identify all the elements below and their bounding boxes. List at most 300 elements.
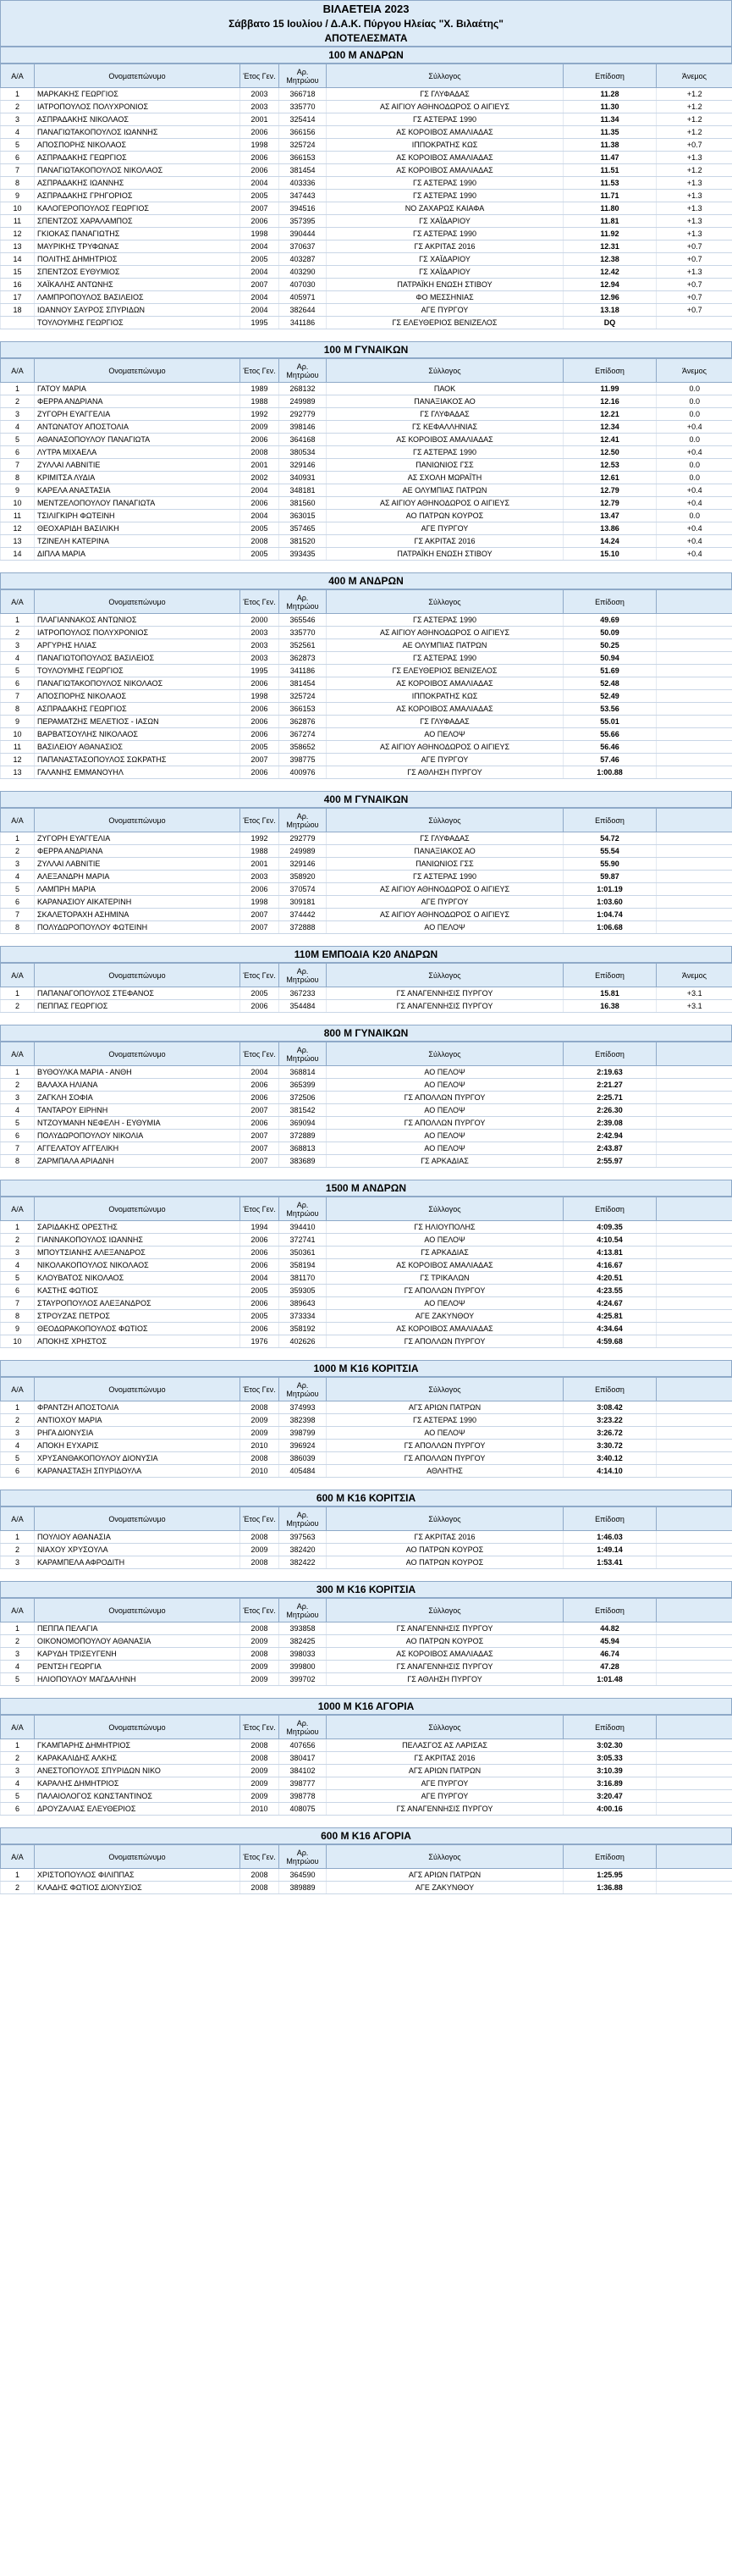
cell-name: ΠΑΠΑΝΑΓΟΠΟΥΛΟΣ ΣΤΕΦΑΝΟΣ — [35, 987, 240, 1000]
cell-year: 2009 — [240, 1765, 279, 1777]
cell-name: ΛΑΜΠΡΗ ΜΑΡΙΑ — [35, 883, 240, 896]
table-row — [1, 716, 732, 728]
event-title: 100 Μ ΑΝΔΡΩΝ — [0, 47, 732, 64]
cell-name: ΑΠΟΣΠΟΡΗΣ ΝΙΚΟΛΑΟΣ — [35, 139, 240, 152]
cell-perf: 56.46 — [564, 741, 657, 754]
table-header-row — [1, 964, 732, 987]
column-header-year: Έτος Γεν. — [240, 1507, 279, 1531]
cell-year: 2009 — [240, 1777, 279, 1790]
cell-name: ΖΥΛΛΑΙ ΛΑΒΝΙΤΙΕ — [35, 858, 240, 871]
column-header-wind — [657, 1845, 732, 1869]
cell-name: ΑΠΟΚΗ ΕΥΧΑΡΙΣ — [35, 1440, 240, 1452]
cell-club: ΓΣ ΑΝΑΓΕΝΝΗΣΙΣ ΠΥΡΓΟΥ — [327, 1661, 564, 1673]
cell-club: ΓΣ ΑΚΡΙΤΑΣ 2016 — [327, 240, 564, 253]
cell-club: ΓΣ ΑΡΚΑΔΙΑΣ — [327, 1247, 564, 1259]
cell-perf: 4:16.67 — [564, 1259, 657, 1272]
cell-club: ΠΑΝΙΩΝΙΟΣ ΓΣΣ — [327, 858, 564, 871]
cell-name: ΙΑΤΡΟΠΟΥΛΟΣ ΠΟΛΥΧΡΟΝΙΟΣ — [35, 101, 240, 113]
event-title: 600 Μ Κ16 ΑΓΟΡΙΑ — [0, 1827, 732, 1844]
cell-perf: 1:03.60 — [564, 896, 657, 909]
cell-aa: 2 — [1, 395, 35, 408]
cell-wind: +0.7 — [657, 291, 732, 304]
table-row — [1, 126, 732, 139]
cell-perf: 11.28 — [564, 88, 657, 101]
cell-name: ΚΑΡΑΚΑΛΙΔΗΣ ΑΛΚΗΣ — [35, 1752, 240, 1765]
cell-club: ΓΣ ΧΑΪΔΑΡΙΟΥ — [327, 215, 564, 228]
cell-club: ΑΟ ΠΕΛΟΨ — [327, 1130, 564, 1142]
table-row — [1, 446, 732, 459]
column-header-wind — [657, 1716, 732, 1739]
cell-wind: +0.4 — [657, 535, 732, 548]
cell-aa: 1 — [1, 987, 35, 1000]
cell-aa: 3 — [1, 858, 35, 871]
cell-perf: 16.38 — [564, 1000, 657, 1013]
cell-club: ΑΟ ΠΕΛΟΨ — [327, 1079, 564, 1092]
cell-name: ΠΟΛΥΔΩΡΟΠΟΥΛΟΥ ΝΙΚΟΛΙΑ — [35, 1130, 240, 1142]
cell-perf: 12.96 — [564, 291, 657, 304]
table-row — [1, 1544, 732, 1556]
cell-name: ΠΑΠΑΝΑΣΤΑΣΟΠΟΥΛΟΣ ΣΩΚΡΑΤΗΣ — [35, 754, 240, 766]
column-header-perf: Επίδοση — [564, 1197, 657, 1221]
column-header-aa: Α/Α — [1, 1042, 35, 1066]
table-row — [1, 1622, 732, 1635]
cell-club: ΓΣ ΑΝΑΓΕΝΝΗΣΙΣ ΠΥΡΓΟΥ — [327, 987, 564, 1000]
cell-perf: 52.48 — [564, 677, 657, 690]
cell-club: ΑΣ ΚΟΡΟΙΒΟΣ ΑΜΑΛΙΑΔΑΣ — [327, 434, 564, 446]
cell-perf: 3:10.39 — [564, 1765, 657, 1777]
table-row — [1, 1635, 732, 1648]
cell-aa: 9 — [1, 1323, 35, 1335]
cell-club: ΑΣ ΑΙΓΙΟΥ ΑΘΗΝΟΔΩΡΟΣ Ο ΑΙΓΙΕΥΣ — [327, 101, 564, 113]
cell-wind — [657, 1661, 732, 1673]
cell-club: ΓΣ ΑΝΑΓΕΝΝΗΣΙΣ ΠΥΡΓΟΥ — [327, 1622, 564, 1635]
cell-club: ΓΣ ΑΣΤΕΡΑΣ 1990 — [327, 871, 564, 883]
table-row — [1, 497, 732, 510]
cell-reg: 352561 — [279, 639, 327, 652]
cell-wind: 0.0 — [657, 510, 732, 522]
cell-reg: 374442 — [279, 909, 327, 921]
table-row — [1, 459, 732, 472]
cell-year: 2004 — [240, 484, 279, 497]
cell-name: ΚΑΡΑΝΑΣΙΟΥ ΑΙΚΑΤΕΡΙΝΗ — [35, 896, 240, 909]
column-header-perf: Επίδοση — [564, 64, 657, 88]
cell-wind — [657, 1765, 732, 1777]
column-header-aa: Α/Α — [1, 1507, 35, 1531]
cell-name: ΑΝΕΣΤΟΠΟΥΛΟΣ ΣΠΥΡΙΔΩΝ ΝΙΚΟ — [35, 1765, 240, 1777]
cell-club: ΓΣ ΑΘΛΗΣΗ ΠΥΡΓΟΥ — [327, 766, 564, 779]
cell-aa: 6 — [1, 1285, 35, 1297]
cell-wind: +0.7 — [657, 253, 732, 266]
cell-perf: 4:10.54 — [564, 1234, 657, 1247]
cell-aa: 3 — [1, 1092, 35, 1104]
cell-year: 2007 — [240, 909, 279, 921]
cell-year: 2006 — [240, 1079, 279, 1092]
cell-wind: +1.3 — [657, 152, 732, 164]
cell-club: ΠΑΟΚ — [327, 383, 564, 395]
cell-aa: 4 — [1, 652, 35, 665]
cell-reg: 366156 — [279, 126, 327, 139]
cell-perf: 4:13.81 — [564, 1247, 657, 1259]
cell-perf: 4:34.64 — [564, 1323, 657, 1335]
column-header-perf: Επίδοση — [564, 964, 657, 987]
cell-club: ΑΟ ΠΑΤΡΩΝ ΚΟΥΡΟΣ — [327, 510, 564, 522]
cell-perf: 3:05.33 — [564, 1752, 657, 1765]
event-section — [0, 946, 732, 1013]
column-header-reg: Αρ. Μητρώου — [279, 359, 327, 383]
cell-reg: 398778 — [279, 1790, 327, 1803]
event-title: 400 Μ ΑΝΔΡΩΝ — [0, 572, 732, 589]
cell-reg: 357465 — [279, 522, 327, 535]
cell-name: ΠΑΝΑΓΙΩΤΟΠΟΥΛΟΣ ΒΑΣΙΛΕΙΟΣ — [35, 652, 240, 665]
cell-wind — [657, 728, 732, 741]
cell-year: 1989 — [240, 383, 279, 395]
cell-aa: 10 — [1, 202, 35, 215]
cell-year: 2003 — [240, 88, 279, 101]
table-row — [1, 1285, 732, 1297]
cell-aa: 1 — [1, 1622, 35, 1635]
cell-reg: 365399 — [279, 1079, 327, 1092]
cell-name: ΒΑΡΒΑΤΣΟΥΛΗΣ ΝΙΚΟΛΑΟΣ — [35, 728, 240, 741]
cell-name: ΚΑΡΥΔΗ ΤΡΙΣΕΥΓΕΝΗ — [35, 1648, 240, 1661]
table-header-row — [1, 359, 732, 383]
cell-perf: 45.94 — [564, 1635, 657, 1648]
cell-club: ΑΟ ΠΕΛΟΨ — [327, 1104, 564, 1117]
table-row — [1, 408, 732, 421]
cell-reg: 365546 — [279, 614, 327, 627]
cell-reg: 381170 — [279, 1272, 327, 1285]
event-title: 1500 Μ ΑΝΔΡΩΝ — [0, 1180, 732, 1197]
cell-perf: 1:46.03 — [564, 1531, 657, 1544]
cell-wind: +0.7 — [657, 240, 732, 253]
cell-name: ΠΑΝΑΓΙΩΤΑΚΟΠΟΥΛΟΣ ΝΙΚΟΛΑΟΣ — [35, 677, 240, 690]
cell-reg: 408075 — [279, 1803, 327, 1816]
cell-year: 2006 — [240, 434, 279, 446]
cell-perf: 12.53 — [564, 459, 657, 472]
cell-reg: 249989 — [279, 395, 327, 408]
column-header-name: Ονοματεπώνυμο — [35, 1599, 240, 1622]
column-header-aa: Α/Α — [1, 1845, 35, 1869]
results-table — [0, 64, 732, 329]
cell-aa: 4 — [1, 1661, 35, 1673]
cell-perf: 12.41 — [564, 434, 657, 446]
cell-year: 2007 — [240, 1142, 279, 1155]
cell-year: 2008 — [240, 1869, 279, 1882]
cell-reg: 382422 — [279, 1556, 327, 1569]
table-row — [1, 690, 732, 703]
cell-club: ΠΑΤΡΑΪΚΗ ΕΝΩΣΗ ΣΤΙΒΟΥ — [327, 548, 564, 561]
cell-year: 2005 — [240, 741, 279, 754]
cell-aa: 4 — [1, 1259, 35, 1272]
event-section — [0, 1827, 732, 1894]
table-row — [1, 1272, 732, 1285]
cell-reg: 403287 — [279, 253, 327, 266]
cell-club: ΑΓΕ ΠΥΡΓΟΥ — [327, 304, 564, 317]
cell-aa: 1 — [1, 1401, 35, 1414]
cell-club: ΓΣ ΑΝΑΓΕΝΝΗΣΙΣ ΠΥΡΓΟΥ — [327, 1803, 564, 1816]
cell-perf: 53.56 — [564, 703, 657, 716]
cell-name: ΧΑΪΚΑΛΗΣ ΑΝΤΩΝΗΣ — [35, 279, 240, 291]
cell-name: ΖΑΓΚΛΗ ΣΟΦΙΑ — [35, 1092, 240, 1104]
results-table — [0, 1844, 732, 1894]
cell-reg: 398775 — [279, 754, 327, 766]
table-row — [1, 1661, 732, 1673]
cell-reg: 292779 — [279, 408, 327, 421]
cell-perf: 13.47 — [564, 510, 657, 522]
cell-year: 2004 — [240, 291, 279, 304]
cell-reg: 325414 — [279, 113, 327, 126]
cell-reg: 358920 — [279, 871, 327, 883]
cell-club: ΓΣ ΧΑΪΔΑΡΙΟΥ — [327, 253, 564, 266]
cell-year: 2008 — [240, 1648, 279, 1661]
cell-wind: +1.3 — [657, 215, 732, 228]
cell-year: 2007 — [240, 202, 279, 215]
cell-aa: 2 — [1, 1000, 35, 1013]
table-row — [1, 652, 732, 665]
cell-aa: 7 — [1, 1297, 35, 1310]
cell-aa: 3 — [1, 408, 35, 421]
table-row — [1, 832, 732, 845]
cell-wind — [657, 1531, 732, 1544]
cell-aa: 18 — [1, 304, 35, 317]
table-row — [1, 1130, 732, 1142]
cell-year: 2008 — [240, 535, 279, 548]
table-row — [1, 1673, 732, 1686]
table-row — [1, 1648, 732, 1661]
cell-club: ΑΣ ΚΟΡΟΙΒΟΣ ΑΜΑΛΙΑΔΑΣ — [327, 677, 564, 690]
table-row — [1, 510, 732, 522]
cell-reg: 249989 — [279, 845, 327, 858]
column-header-reg: Αρ. Μητρώου — [279, 1599, 327, 1622]
cell-club: ΑΓΕ ΠΥΡΓΟΥ — [327, 1790, 564, 1803]
cell-aa: 5 — [1, 434, 35, 446]
cell-reg: 372888 — [279, 921, 327, 934]
table-row — [1, 896, 732, 909]
cell-wind: 0.0 — [657, 472, 732, 484]
cell-aa: 9 — [1, 716, 35, 728]
cell-club: ΓΣ ΑΚΡΙΤΑΣ 2016 — [327, 1752, 564, 1765]
cell-perf: 11.30 — [564, 101, 657, 113]
cell-wind — [657, 1440, 732, 1452]
table-header-row — [1, 590, 732, 614]
cell-perf: 11.47 — [564, 152, 657, 164]
cell-club: ΓΣ ΑΠΟΛΛΩΝ ΠΥΡΓΟΥ — [327, 1440, 564, 1452]
cell-reg: 383689 — [279, 1155, 327, 1168]
cell-year: 1988 — [240, 845, 279, 858]
cell-aa: 6 — [1, 677, 35, 690]
cell-aa: 5 — [1, 665, 35, 677]
cell-wind — [657, 1622, 732, 1635]
column-header-reg: Αρ. Μητρώου — [279, 1845, 327, 1869]
cell-aa: 3 — [1, 1556, 35, 1569]
cell-name: ΙΩΑΝΝΟΥ ΣΑΥΡΟΣ ΣΠΥΡΙΔΩΝ — [35, 304, 240, 317]
column-header-name: Ονοματεπώνυμο — [35, 1845, 240, 1869]
cell-perf: 12.94 — [564, 279, 657, 291]
cell-year: 1995 — [240, 665, 279, 677]
cell-perf: 3:30.72 — [564, 1440, 657, 1452]
cell-year: 2004 — [240, 1272, 279, 1285]
cell-perf: 3:23.22 — [564, 1414, 657, 1427]
column-header-wind: Άνεμος — [657, 359, 732, 383]
cell-wind — [657, 921, 732, 934]
cell-year: 2005 — [240, 1285, 279, 1297]
cell-year: 2009 — [240, 1427, 279, 1440]
cell-perf: 2:39.08 — [564, 1117, 657, 1130]
column-header-club: Σύλλογος — [327, 1197, 564, 1221]
cell-club: ΓΣ ΚΕΦΑΛΛΗΝΙΑΣ — [327, 421, 564, 434]
cell-perf: 1:01.48 — [564, 1673, 657, 1686]
cell-wind: 0.0 — [657, 459, 732, 472]
cell-club: ΑΣ ΑΙΓΙΟΥ ΑΘΗΝΟΔΩΡΟΣ Ο ΑΙΓΙΕΥΣ — [327, 627, 564, 639]
cell-year: 1998 — [240, 228, 279, 240]
cell-year: 1998 — [240, 139, 279, 152]
cell-wind: +1.2 — [657, 101, 732, 113]
cell-club: ΓΣ ΑΠΟΛΛΩΝ ΠΥΡΓΟΥ — [327, 1117, 564, 1130]
cell-reg: 350361 — [279, 1247, 327, 1259]
table-row — [1, 665, 732, 677]
cell-reg: 380534 — [279, 446, 327, 459]
table-row — [1, 1247, 732, 1259]
cell-aa: 8 — [1, 472, 35, 484]
table-row — [1, 1803, 732, 1816]
column-header-perf: Επίδοση — [564, 1845, 657, 1869]
table-row — [1, 1142, 732, 1155]
table-row — [1, 639, 732, 652]
table-row — [1, 101, 732, 113]
cell-club: ΓΣ ΑΠΟΛΛΩΝ ΠΥΡΓΟΥ — [327, 1285, 564, 1297]
column-header-name: Ονοματεπώνυμο — [35, 590, 240, 614]
cell-wind — [657, 703, 732, 716]
cell-perf: 47.28 — [564, 1661, 657, 1673]
cell-name: ΠΟΥΛΙΟΥ ΑΘΑΝΑΣΙΑ — [35, 1531, 240, 1544]
cell-name: ΑΘΑΝΑΣΟΠΟΥΛΟΥ ΠΑΝΑΓΙΩΤΑ — [35, 434, 240, 446]
cell-wind — [657, 1104, 732, 1117]
cell-club: ΑΣ ΚΟΡΟΙΒΟΣ ΑΜΑΛΙΑΔΑΣ — [327, 1323, 564, 1335]
column-header-aa: Α/Α — [1, 64, 35, 88]
cell-wind: +1.3 — [657, 177, 732, 190]
cell-perf: 11.51 — [564, 164, 657, 177]
cell-aa: 17 — [1, 291, 35, 304]
cell-year: 2006 — [240, 1117, 279, 1130]
cell-club: ΑΣ ΚΟΡΟΙΒΟΣ ΑΜΑΛΙΑΔΑΣ — [327, 152, 564, 164]
cell-reg: 382644 — [279, 304, 327, 317]
cell-year: 2007 — [240, 1130, 279, 1142]
cell-perf: 15.10 — [564, 548, 657, 561]
results-table — [0, 589, 732, 779]
cell-club: ΠΑΝΑΞΙΑΚΟΣ ΑΟ — [327, 845, 564, 858]
cell-reg: 369094 — [279, 1117, 327, 1130]
cell-perf: 3:26.72 — [564, 1427, 657, 1440]
cell-reg: 329146 — [279, 459, 327, 472]
cell-year: 2008 — [240, 1556, 279, 1569]
cell-wind — [657, 1066, 732, 1079]
cell-wind — [657, 614, 732, 627]
table-row — [1, 909, 732, 921]
cell-year: 2005 — [240, 253, 279, 266]
document-title: ΒΙΛΑΕΤΕΙΑ 2023 — [0, 0, 732, 17]
cell-perf: 12.42 — [564, 266, 657, 279]
event-section — [0, 47, 732, 329]
cell-wind: 0.0 — [657, 434, 732, 446]
cell-year: 1992 — [240, 832, 279, 845]
cell-reg: 340931 — [279, 472, 327, 484]
cell-reg: 357395 — [279, 215, 327, 228]
column-header-wind: Άνεμος — [657, 964, 732, 987]
cell-year: 2006 — [240, 766, 279, 779]
cell-year: 2006 — [240, 164, 279, 177]
cell-perf: 4:14.10 — [564, 1465, 657, 1478]
cell-name: ΤΑΝΤΑΡΟΥ ΕΙΡΗΝΗ — [35, 1104, 240, 1117]
cell-club: ΑΟ ΠΕΛΟΨ — [327, 1142, 564, 1155]
cell-perf: 1:00.88 — [564, 766, 657, 779]
table-row — [1, 164, 732, 177]
cell-reg: 400976 — [279, 766, 327, 779]
cell-perf: 15.81 — [564, 987, 657, 1000]
cell-year: 2007 — [240, 279, 279, 291]
cell-wind: +1.3 — [657, 190, 732, 202]
cell-year: 1995 — [240, 317, 279, 329]
cell-aa: 3 — [1, 1765, 35, 1777]
cell-year: 2003 — [240, 101, 279, 113]
cell-perf: 1:25.95 — [564, 1869, 657, 1882]
cell-club: ΑΟ ΠΕΛΟΨ — [327, 728, 564, 741]
column-header-name: Ονοματεπώνυμο — [35, 64, 240, 88]
table-row — [1, 845, 732, 858]
cell-perf: 11.71 — [564, 190, 657, 202]
cell-name: ΓΙΑΝΝΑΚΟΠΟΥΛΟΣ ΙΩΑΝΝΗΣ — [35, 1234, 240, 1247]
cell-wind — [657, 1790, 732, 1803]
cell-year: 2009 — [240, 1790, 279, 1803]
table-row — [1, 858, 732, 871]
cell-wind: +1.3 — [657, 266, 732, 279]
cell-club: ΑΓΣ ΑΡΙΩΝ ΠΑΤΡΩΝ — [327, 1401, 564, 1414]
cell-aa: 8 — [1, 1155, 35, 1168]
column-header-perf: Επίδοση — [564, 1716, 657, 1739]
table-row — [1, 1790, 732, 1803]
cell-wind — [657, 1272, 732, 1285]
table-row — [1, 202, 732, 215]
cell-perf: 50.09 — [564, 627, 657, 639]
table-row — [1, 1739, 732, 1752]
cell-aa: 1 — [1, 1221, 35, 1234]
results-table — [0, 1598, 732, 1686]
cell-reg: 358652 — [279, 741, 327, 754]
cell-wind — [657, 1869, 732, 1882]
table-row — [1, 434, 732, 446]
column-header-club: Σύλλογος — [327, 1716, 564, 1739]
cell-perf: 55.54 — [564, 845, 657, 858]
cell-reg: 398146 — [279, 421, 327, 434]
column-header-club: Σύλλογος — [327, 1599, 564, 1622]
cell-club: ΓΣ ΑΠΟΛΛΩΝ ΠΥΡΓΟΥ — [327, 1092, 564, 1104]
cell-year: 2006 — [240, 152, 279, 164]
cell-perf: 4:09.35 — [564, 1221, 657, 1234]
cell-name: ΘΕΟΔΩΡΑΚΟΠΟΥΛΟΣ ΦΩΤΙΟΣ — [35, 1323, 240, 1335]
column-header-name: Ονοματεπώνυμο — [35, 359, 240, 383]
column-header-name: Ονοματεπώνυμο — [35, 1197, 240, 1221]
cell-aa: 6 — [1, 1803, 35, 1816]
cell-aa: 4 — [1, 1440, 35, 1452]
column-header-reg: Αρ. Μητρώου — [279, 1716, 327, 1739]
cell-name: ΤΣΙΛΙΓΚΙΡΗ ΦΩΤΕΙΝΗ — [35, 510, 240, 522]
cell-aa: 2 — [1, 1882, 35, 1894]
cell-name: ΑΡΓΥΡΗΣ ΗΛΙΑΣ — [35, 639, 240, 652]
cell-wind — [657, 677, 732, 690]
cell-wind — [657, 1544, 732, 1556]
cell-aa: 2 — [1, 1544, 35, 1556]
cell-club: ΑΓΕ ΠΥΡΓΟΥ — [327, 754, 564, 766]
cell-year: 2007 — [240, 1104, 279, 1117]
cell-perf: 49.69 — [564, 614, 657, 627]
